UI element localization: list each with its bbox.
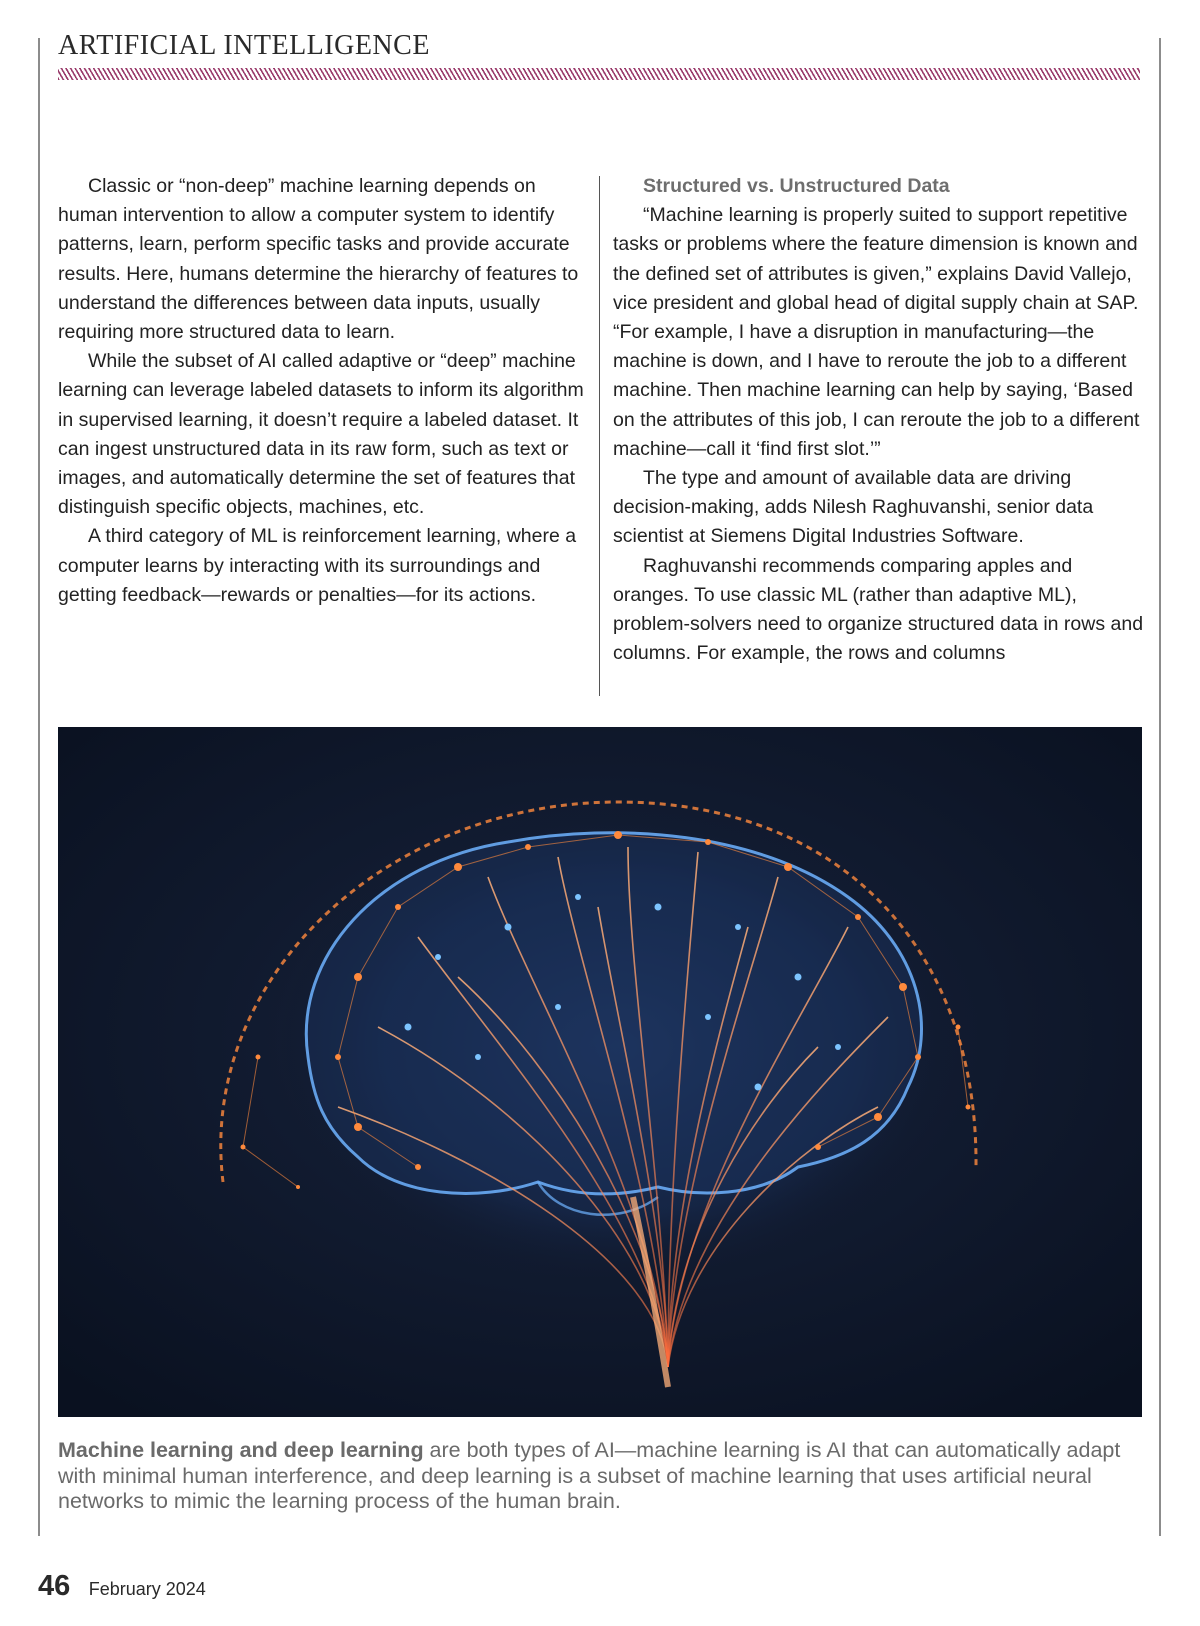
body-paragraph: While the subset of AI called adaptive or “deep” machine learning can leverage labeled datasets to inform its algorithm in supervised learning, it doesn’t require a labeled dataset. It can ingest unstructured data in its raw form, such as text or images, and automatically determine the set of features that distinguish specific objects, machines, etc. xyxy=(58,350,584,519)
caption-lead: Machine learning and deep learning xyxy=(58,1438,424,1462)
body-paragraph: The type and amount of available data are driving decision-making, adds Nilesh Raghuvanshi, senior data scientist at Siemens Digital Industries Software. xyxy=(613,467,1094,548)
left-column xyxy=(58,172,586,610)
body-paragraph: Raghuvanshi recommends comparing apples and oranges. To use classic ML (rather than adaptive ML), problem-solvers need to organize structured data in rows and columns. For example, the rows and columns xyxy=(613,554,1144,665)
brain-illustration xyxy=(58,727,1142,1417)
subheading: Structured vs. Unstructured Data xyxy=(643,175,950,197)
section-hatch-rule xyxy=(58,68,1140,80)
page-footer xyxy=(38,1570,206,1603)
caption-text: are both types of AI—machine learning is AI that can automatically adapt with minimal human interference, and deep learning is a subset of machine learning that uses artificial neural networks to mimic the learning process of the human brain. xyxy=(58,1438,1121,1513)
page-number: 46 xyxy=(38,1570,71,1602)
brain-outline xyxy=(306,833,921,1194)
body-paragraph: A third category of ML is reinforcement learning, where a computer learns by interacting with its surroundings and getting feedback—rewards or penalties—for its actions. xyxy=(58,525,577,606)
figure-caption xyxy=(58,1438,1142,1515)
brain-network-graphic xyxy=(58,727,1142,1417)
column-divider xyxy=(599,176,600,696)
issue-date: February 2024 xyxy=(88,1579,206,1599)
body-paragraph: Classic or “non-deep” machine learning depends on human intervention to allow a computer system to identify patterns, learn, perform specific tasks and provide accurate results. Here, humans determine the hierarchy of features to understand the differences between data inputs, usually requiring more structured data to learn. xyxy=(58,175,579,344)
left-page-rule xyxy=(38,38,40,1536)
section-title: ARTIFICIAL INTELLIGENCE xyxy=(58,30,430,61)
right-column xyxy=(613,172,1145,668)
right-page-rule xyxy=(1159,38,1161,1536)
body-paragraph: “Machine learning is properly suited to support repetitive tasks or problems where the feature dimension is known and the defined set of attributes is given,” explains David Vallejo, vice president and global head of digital supply chain at SAP. “For example, I have a disruption in manufacturing—the machine is down, and I have to reroute the job to a different machine. Then machine learning can help by saying, ‘Based on the attributes of this job, I can reroute the job to a different machine—call it ‘find first slot.’” xyxy=(613,204,1140,460)
